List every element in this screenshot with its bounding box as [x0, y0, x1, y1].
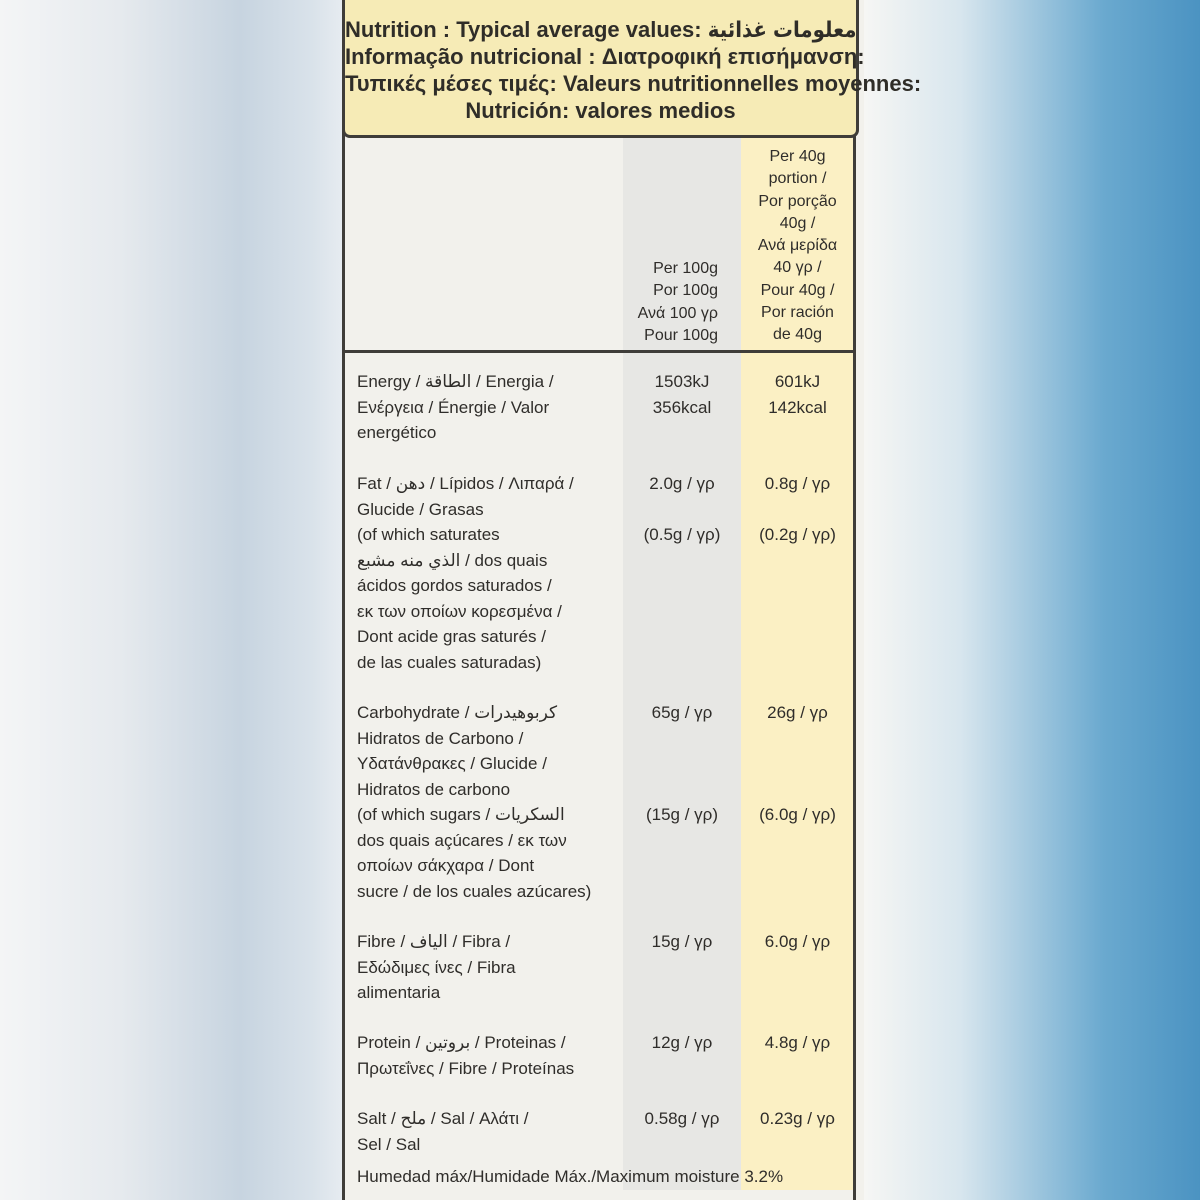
- salt-per-40g: 0.23g / γρ: [760, 1109, 835, 1128]
- salt-per-100g: 0.58g / γρ: [644, 1109, 720, 1128]
- sugars-per-40g: (6.0g / γρ): [759, 805, 836, 824]
- energy-label: Energy / الطاقة / Energia / Ενέργεια / Énergie / Valor energético: [357, 372, 554, 442]
- saturates-per-40g: (0.2g / γρ): [759, 525, 836, 544]
- header-line: Informação nutricional : Διατροφική επισήμανση:: [345, 44, 865, 69]
- protein-per-100g: 12g / γρ: [651, 1033, 713, 1052]
- header-line: Nutrition : Typical average values: معلومات غذائية: [345, 17, 857, 42]
- carbohydrate-per-40g: 26g / γρ: [767, 703, 828, 722]
- per-100g-heading: Per 100g Por 100g Ανά 100 γρ Pour 100g: [637, 260, 718, 344]
- moisture-note: Humedad máx/Humidade Máx./Maximum moisture 3.2%: [357, 1167, 784, 1186]
- fat-per-40g: 0.8g / γρ: [764, 474, 831, 493]
- fibre-per-40g: 6.0g / γρ: [764, 932, 831, 951]
- panel-left-border: [342, 0, 345, 1200]
- panel-right-border: [853, 136, 856, 1200]
- sugars-per-100g: (15g / γρ): [645, 805, 719, 824]
- header-line: Nutrición: valores medios: [465, 98, 736, 123]
- saturates-per-100g: (0.5g / γρ): [643, 525, 721, 544]
- protein-per-40g: 4.8g / γρ: [764, 1033, 831, 1052]
- header-separator: [342, 350, 856, 353]
- fibre-per-100g: 15g / γρ: [651, 932, 713, 951]
- nutrition-header: [342, 0, 922, 138]
- carbohydrate-label: Carbohydrate / كربوهيدرات Hidratos de Carbono / Υδατάνθρακες / Glucide / Hidratos de carbono: [357, 703, 558, 799]
- carbohydrate-per-100g: 65g / γρ: [651, 703, 713, 722]
- protein-label: Protein / بروتين / Proteinas / Πρωτεΐνες / Fibre / Proteínas: [357, 1033, 575, 1078]
- fat-per-100g: 2.0g / γρ: [649, 474, 715, 493]
- per-40g-heading: Per 40g portion / Por porção 40g / Ανά μερίδα 40 γρ / Pour 40g / Por ración de 40g: [757, 148, 838, 344]
- header-line: Τυπικές μέσες τιμές: Valeurs nutritionnelles moyennes:: [345, 71, 922, 96]
- energy-per-40g: 601kJ 142kcal: [768, 372, 827, 417]
- salt-label: Salt / ملح / Sal / Αλάτι / Sel / Sal: [357, 1109, 529, 1154]
- saturates-label: (of which saturates الذي منه مشبع / dos quais ácidos gordos saturados / εκ των οποίων κορεσμένα / Dont acide gras saturés / de las cuales saturadas): [357, 525, 562, 672]
- sugars-label: (of which sugars / السكريات dos quais açúcares / εκ των οποίων σάκχαρα / Dont sucre / de los cuales azúcares): [357, 805, 592, 901]
- fibre-label: Fibre / الياف / Fibra / Εδώδιμες ίνες / Fibra alimentaria: [357, 932, 516, 1002]
- energy-per-100g: 1503kJ 356kcal: [652, 372, 712, 417]
- fat-label: Fat / دهن / Lípidos / Λιπαρά / Glucide / Grasas: [357, 474, 574, 519]
